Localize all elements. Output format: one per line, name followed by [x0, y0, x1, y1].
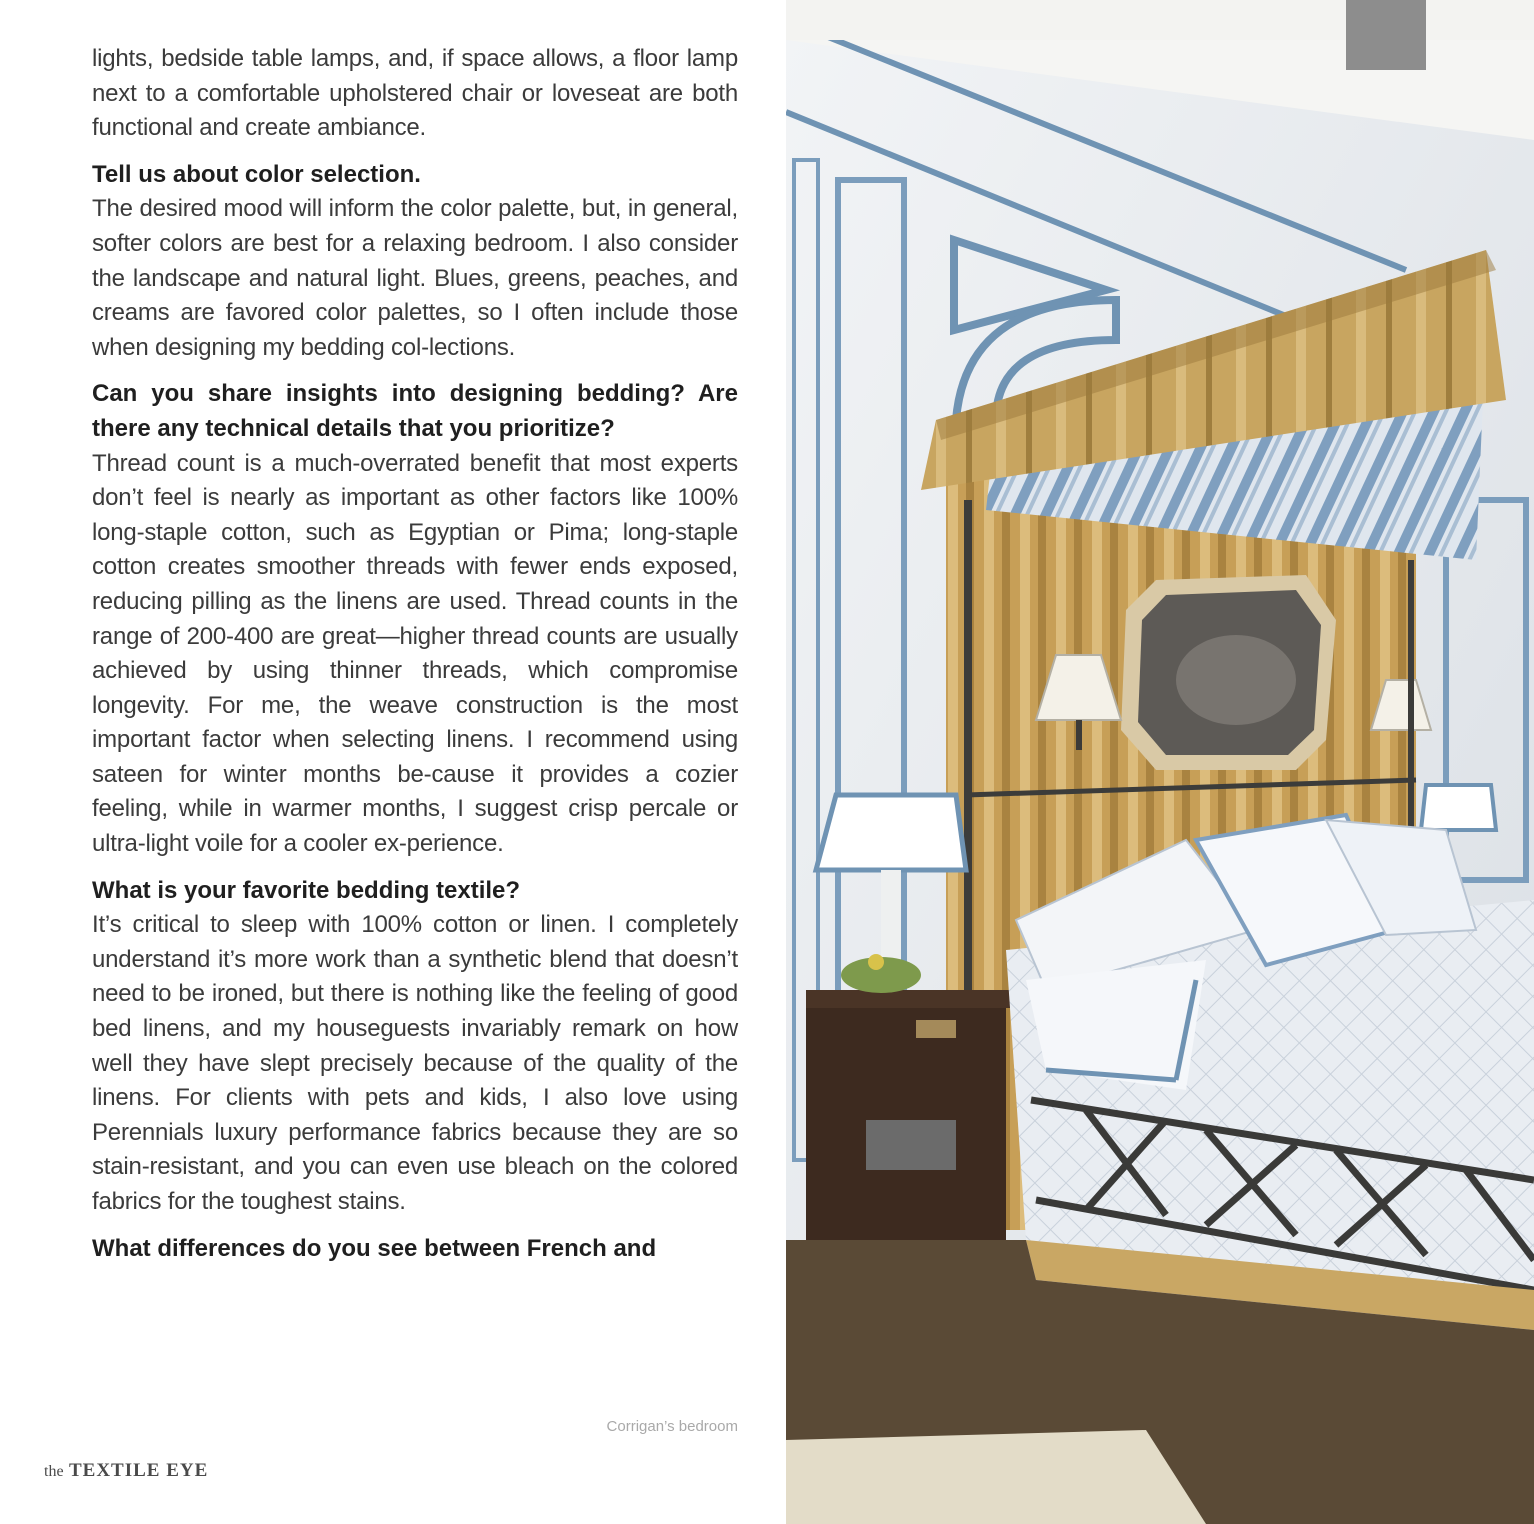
question-designing-bedding: Can you share insights into designing bedding? Are there any technical details that you prioritize?	[92, 380, 738, 442]
question-favorite-textile: What is your favorite bedding textile?	[92, 876, 521, 904]
question-color-selection: Tell us about color selection.	[92, 160, 421, 188]
logo-name: TEXTILE EYE	[68, 1460, 209, 1481]
question-french-differences: What differences do you see between French and	[92, 1234, 657, 1262]
photo-caption: Corrigan’s bedroom	[606, 1418, 738, 1435]
bedroom-illustration	[786, 0, 1534, 1524]
bedroom-photo	[786, 0, 1534, 1524]
table-lamp-right	[1421, 785, 1496, 830]
article-column	[92, 42, 738, 1266]
magazine-logo	[44, 1460, 208, 1482]
logo-prefix: the	[44, 1463, 64, 1480]
bench-upholstered	[786, 1430, 1206, 1524]
ceiling-beam	[1346, 0, 1426, 70]
table-lamp-left	[816, 795, 966, 870]
article-paragraph-lighting: lights, bedside table lamps, and, if space allows, a floor lamp next to a comfortable upholstered chair or loveseat are both functional and create ambiance.	[92, 45, 738, 142]
article-paragraph-textile: It’s critical to sleep with 100% cotton or linen. I completely understand it’s more work than a synthetic blend that doesn’t need to be ironed, but there is nothing like the feeling of good bed linens, and my houseguests invariably remark on how well they have slept precisely because of the quality of the linens. For clients with pets and kids, I also love using Perennials luxury performance fabrics because they are so stain-resistant, and you can even use bleach on the colored fabrics for the toughest stains.	[92, 911, 738, 1215]
books	[866, 1120, 956, 1170]
article-paragraph-thread-count: Thread count is a much-overrated benefit that most experts don’t feel is nearly as important as other factors like 100% long-staple cotton, such as Egyptian or Pima; long-staple cotton creates smoother threads with fewer ends exposed, reducing pilling as the linens are used. Thread counts in the range of 200-400 are great—higher thread counts are usually achieved by using thinner threads, which compromise longevity. For me, the weave construction is the most important factor when selecting linens. I recommend using sateen for winter months be-cause it provides a cozier feeling, while in warmer months, I suggest crisp percale or ultra-light voile for a cooler ex-perience.	[92, 449, 738, 858]
article-paragraph-color: The desired mood will inform the color palette, but, in general, softer colors are best for a relaxing bedroom. I also consider the landscape and natural light. Blues, greens, peaches, and creams are favored color palettes, so I often include those when designing my bedding col-lections.	[92, 195, 738, 361]
